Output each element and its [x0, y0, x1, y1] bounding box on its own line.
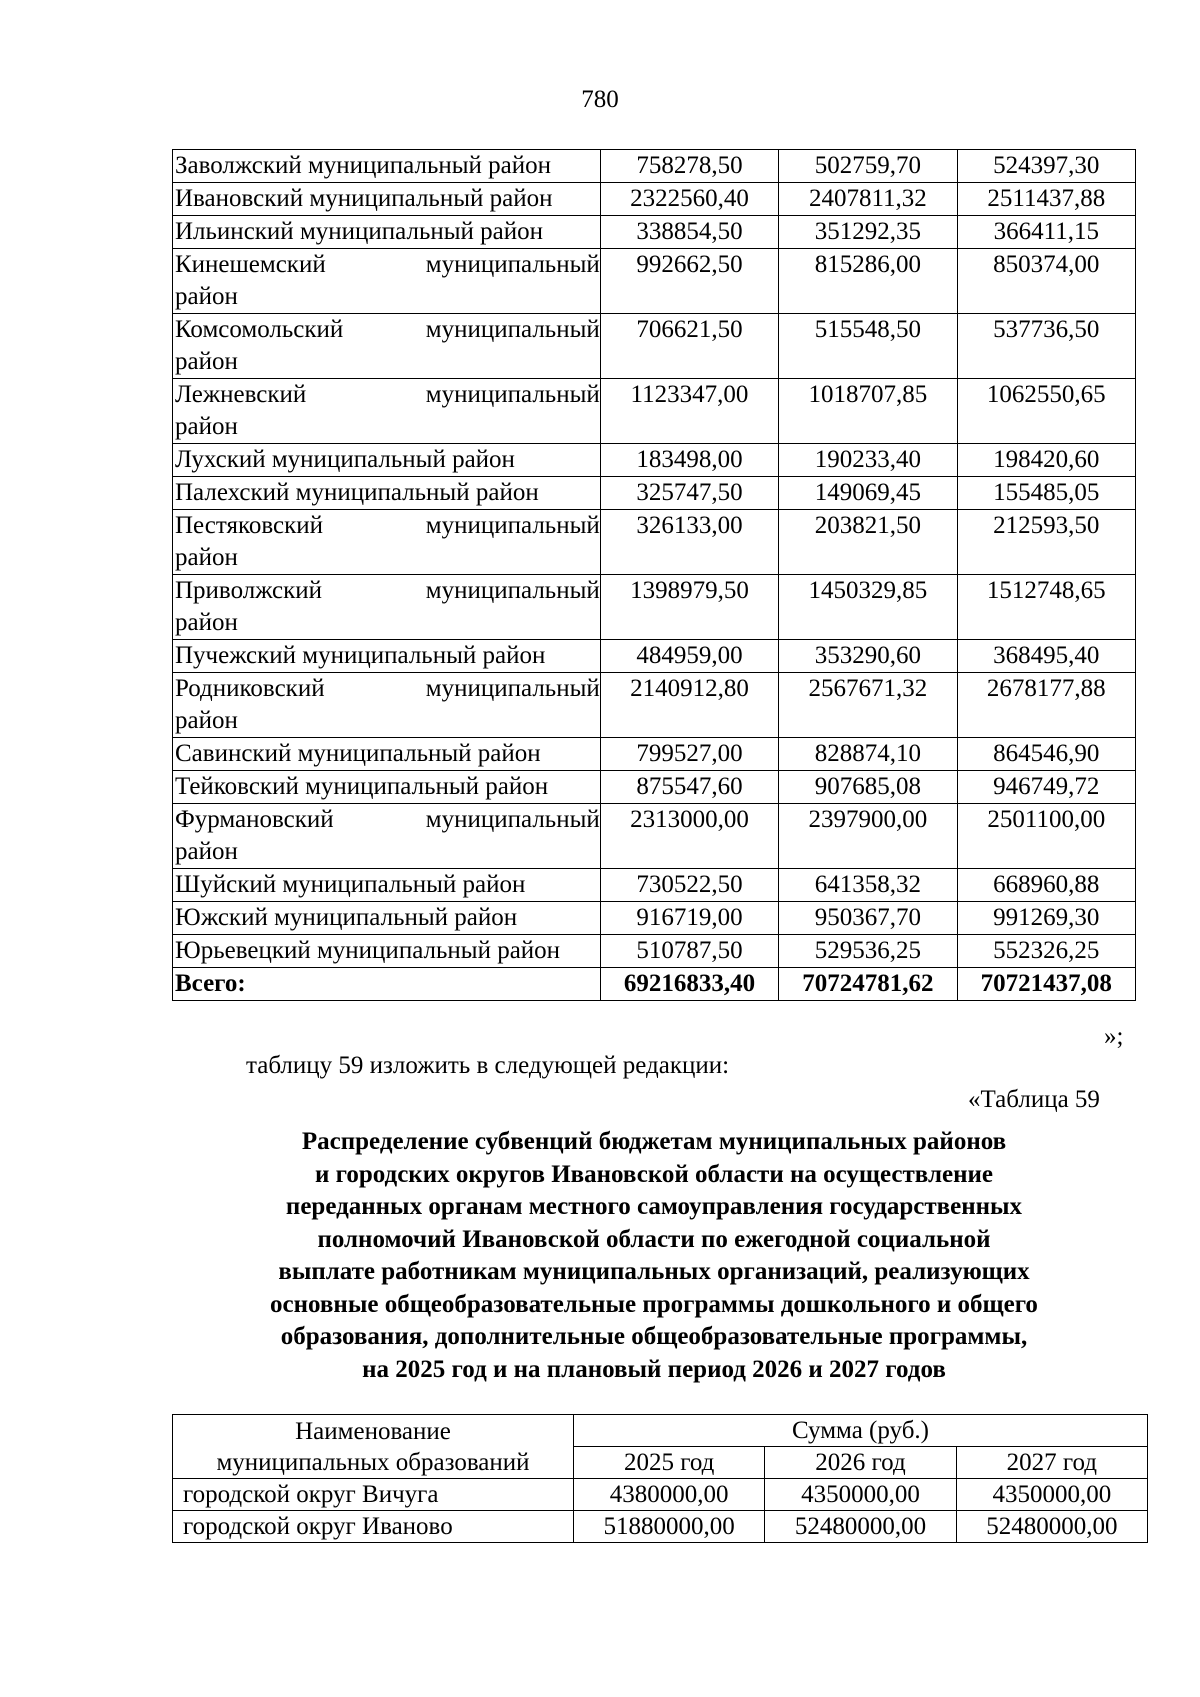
- district-name-cell: Ильинский муниципальный район: [173, 216, 601, 249]
- district-name-cell: Пучежский муниципальный район: [173, 640, 601, 673]
- value-2027-cell: 52480000,00: [956, 1511, 1147, 1543]
- value-2026-cell: 815286,00: [779, 249, 957, 314]
- district-name-line1: Пестяковский муниципальный: [175, 512, 600, 539]
- value-2027-cell: 946749,72: [957, 771, 1135, 804]
- subvention-table-59: [172, 1414, 1148, 1543]
- value-2025-cell: 183498,00: [600, 444, 778, 477]
- value-2025-cell: 875547,60: [600, 771, 778, 804]
- value-2025-cell: 2140912,80: [600, 673, 778, 738]
- table-row: [173, 150, 1136, 183]
- value-2026-cell: 2567671,32: [779, 673, 957, 738]
- district-name-line1: Родниковский муниципальный: [175, 675, 600, 702]
- table-row: [173, 183, 1136, 216]
- closing-quote: »;: [1104, 1023, 1124, 1050]
- table-row: [173, 640, 1136, 673]
- value-2025-cell: 992662,50: [600, 249, 778, 314]
- value-2027-cell: 198420,60: [957, 444, 1135, 477]
- value-2026-cell: 502759,70: [779, 150, 957, 183]
- header-year-2026: 2026 год: [765, 1447, 956, 1479]
- total-label-cell: Всего:: [173, 968, 601, 1001]
- value-2025-cell: 338854,50: [600, 216, 778, 249]
- value-2027-cell: 368495,40: [957, 640, 1135, 673]
- value-2025-cell: 2313000,00: [600, 804, 778, 869]
- value-2026-cell: 52480000,00: [765, 1511, 956, 1543]
- value-2025-cell: 325747,50: [600, 477, 778, 510]
- total-row: [173, 968, 1136, 1001]
- district-name-line2: район: [175, 413, 238, 440]
- heading-line: Распределение субвенций бюджетам муниципальных районов: [301, 1128, 1007, 1155]
- header-year-2025: 2025 год: [574, 1447, 765, 1479]
- value-2025-cell: 51880000,00: [574, 1511, 765, 1543]
- value-2025-cell: 510787,50: [600, 935, 778, 968]
- district-name-cell: Палехский муниципальный район: [173, 477, 601, 510]
- subvention-table-continued: [172, 149, 1136, 1001]
- district-name-cell: Южский муниципальный район: [173, 902, 601, 935]
- value-2026-cell: 2407811,32: [779, 183, 957, 216]
- value-2027-cell: 2501100,00: [957, 804, 1135, 869]
- header-name-cell: [173, 1415, 574, 1479]
- district-name-line2: район: [175, 348, 238, 375]
- district-name-line1: Приволжский муниципальный: [175, 577, 600, 604]
- value-2025-cell: 484959,00: [600, 640, 778, 673]
- district-name-cell: Юрьевецкий муниципальный район: [173, 935, 601, 968]
- value-2027-cell: 366411,15: [957, 216, 1135, 249]
- total-2025-cell: 69216833,40: [600, 968, 778, 1001]
- district-name-line1: Комсомольский муниципальный: [175, 316, 600, 343]
- value-2027-cell: 1062550,65: [957, 379, 1135, 444]
- district-name-line2: район: [175, 544, 238, 571]
- table-row: [173, 379, 1136, 444]
- value-2026-cell: 149069,45: [779, 477, 957, 510]
- district-name-cell: Савинский муниципальный район: [173, 738, 601, 771]
- value-2025-cell: 730522,50: [600, 869, 778, 902]
- heading-line: и городских округов Ивановской области на осуществление: [314, 1160, 993, 1188]
- value-2026-cell: 203821,50: [779, 510, 957, 575]
- district-name-line2: район: [175, 707, 238, 734]
- table-row: [173, 771, 1136, 804]
- table-row: [173, 575, 1136, 640]
- table-row: [173, 444, 1136, 477]
- header-sum-cell: Сумма (руб.): [574, 1415, 1148, 1447]
- value-2027-cell: 864546,90: [957, 738, 1135, 771]
- table-label: «Таблица 59: [968, 1086, 1100, 1113]
- district-name-cell: [173, 575, 601, 640]
- table-row: [173, 869, 1136, 902]
- district-name-line1: Фурмановский муниципальный: [175, 806, 600, 833]
- value-2027-cell: 524397,30: [957, 150, 1135, 183]
- district-name-cell: Ивановский муниципальный район: [173, 183, 601, 216]
- district-name-cell: Заволжский муниципальный район: [173, 150, 601, 183]
- value-2027-cell: 1512748,65: [957, 575, 1135, 640]
- value-2025-cell: 2322560,40: [600, 183, 778, 216]
- value-2026-cell: 353290,60: [779, 640, 957, 673]
- value-2025-cell: 916719,00: [600, 902, 778, 935]
- header-name-line2: муниципальных образований: [216, 1448, 530, 1476]
- table-row: [173, 1479, 1148, 1511]
- heading-line: полномочий Ивановской области по ежегодной социальной: [317, 1225, 991, 1253]
- district-name-cell: [173, 314, 601, 379]
- table-row: [173, 510, 1136, 575]
- district-name-line2: район: [175, 283, 238, 310]
- table-row: [173, 673, 1136, 738]
- value-2026-cell: 351292,35: [779, 216, 957, 249]
- page-number: 780: [581, 86, 619, 113]
- value-2027-cell: 4350000,00: [956, 1479, 1147, 1511]
- table2-body: [173, 1479, 1148, 1543]
- value-2026-cell: 828874,10: [779, 738, 957, 771]
- value-2025-cell: 1398979,50: [600, 575, 778, 640]
- value-2027-cell: 537736,50: [957, 314, 1135, 379]
- table-row: [173, 1511, 1148, 1543]
- value-2026-cell: 1018707,85: [779, 379, 957, 444]
- header-name-line1: Наименование: [295, 1417, 451, 1445]
- district-name-line2: район: [175, 609, 238, 636]
- value-2027-cell: 2511437,88: [957, 183, 1135, 216]
- total-2026-cell: 70724781,62: [779, 968, 957, 1001]
- district-name-line1: Кинешемский муниципальный: [175, 251, 600, 278]
- value-2026-cell: 907685,08: [779, 771, 957, 804]
- district-name-line1: Лежневский муниципальный: [175, 381, 600, 408]
- heading-line: переданных органам местного самоуправления государственных: [285, 1193, 1023, 1220]
- value-2026-cell: 4350000,00: [765, 1479, 956, 1511]
- table2-header-row: [173, 1415, 1148, 1447]
- table-heading: [172, 1126, 1136, 1386]
- table-row: [173, 477, 1136, 510]
- district-name-cell: [173, 379, 601, 444]
- value-2025-cell: 758278,50: [600, 150, 778, 183]
- value-2027-cell: 850374,00: [957, 249, 1135, 314]
- district-name-cell: [173, 804, 601, 869]
- heading-line: выплате работникам муниципальных организаций, реализующих: [278, 1258, 1030, 1285]
- municipality-name-cell: городской округ Вичуга: [173, 1479, 574, 1511]
- value-2026-cell: 641358,32: [779, 869, 957, 902]
- table-row: [173, 738, 1136, 771]
- value-2026-cell: 529536,25: [779, 935, 957, 968]
- table-row: [173, 314, 1136, 379]
- district-name-cell: [173, 673, 601, 738]
- heading-line: основные общеобразовательные программы дошкольного и общего: [270, 1290, 1038, 1318]
- district-name-cell: Шуйский муниципальный район: [173, 869, 601, 902]
- value-2025-cell: 4380000,00: [574, 1479, 765, 1511]
- header-year-2027: 2027 год: [956, 1447, 1147, 1479]
- district-name-line2: район: [175, 838, 238, 865]
- total-2027-cell: 70721437,08: [957, 968, 1135, 1001]
- district-name-cell: [173, 249, 601, 314]
- municipality-name-cell: городской округ Иваново: [173, 1511, 574, 1543]
- amendment-instruction: таблицу 59 изложить в следующей редакции:: [246, 1052, 730, 1079]
- value-2027-cell: 2678177,88: [957, 673, 1135, 738]
- value-2026-cell: 515548,50: [779, 314, 957, 379]
- table1-body: [173, 150, 1136, 1001]
- district-name-cell: Тейковский муниципальный район: [173, 771, 601, 804]
- value-2025-cell: 1123347,00: [600, 379, 778, 444]
- district-name-cell: Лухский муниципальный район: [173, 444, 601, 477]
- table-row: [173, 935, 1136, 968]
- table-row: [173, 249, 1136, 314]
- value-2027-cell: 991269,30: [957, 902, 1135, 935]
- value-2026-cell: 2397900,00: [779, 804, 957, 869]
- value-2027-cell: 212593,50: [957, 510, 1135, 575]
- value-2025-cell: 706621,50: [600, 314, 778, 379]
- value-2026-cell: 190233,40: [779, 444, 957, 477]
- table-row: [173, 216, 1136, 249]
- value-2025-cell: 326133,00: [600, 510, 778, 575]
- table-row: [173, 804, 1136, 869]
- value-2027-cell: 552326,25: [957, 935, 1135, 968]
- value-2026-cell: 950367,70: [779, 902, 957, 935]
- heading-line: образования, дополнительные общеобразовательные программы,: [280, 1323, 1028, 1350]
- value-2025-cell: 799527,00: [600, 738, 778, 771]
- value-2027-cell: 668960,88: [957, 869, 1135, 902]
- table-row: [173, 902, 1136, 935]
- value-2027-cell: 155485,05: [957, 477, 1135, 510]
- heading-line: на 2025 год и на плановый период 2026 и 2027 годов: [362, 1355, 946, 1383]
- district-name-cell: [173, 510, 601, 575]
- value-2026-cell: 1450329,85: [779, 575, 957, 640]
